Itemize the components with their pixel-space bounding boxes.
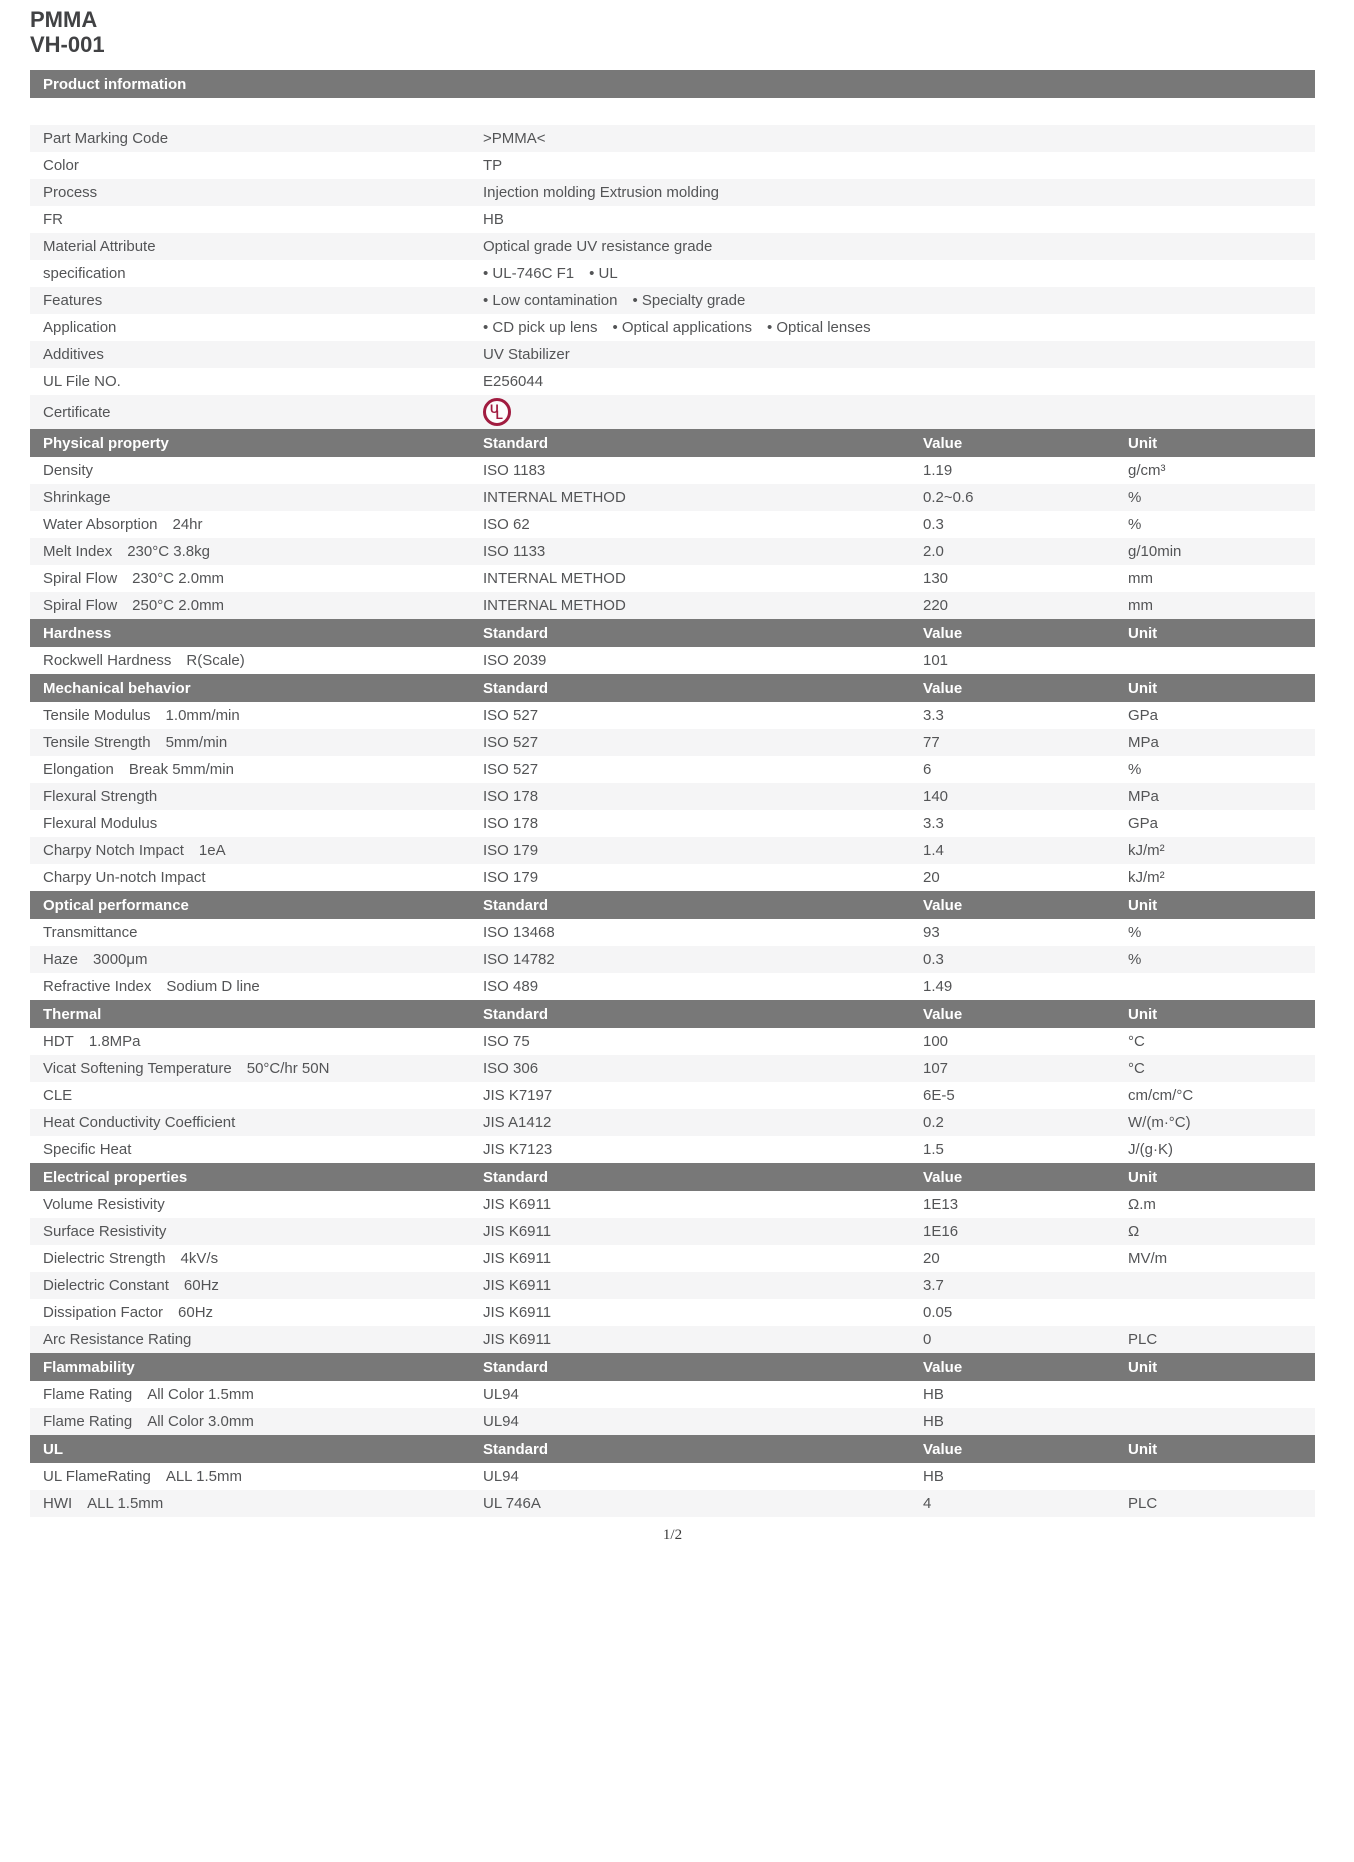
property-standard: ISO 527 [483,761,539,779]
property-row [30,1136,1315,1163]
property-value: 0.3 [923,516,944,534]
property-unit: mm [1128,570,1153,588]
material-name: PMMA [30,7,98,32]
info-label: Additives [43,346,104,364]
property-standard: ISO 306 [483,1060,539,1078]
property-value: 2.0 [923,543,944,561]
property-row [30,647,1315,674]
property-standard: JIS K6911 [483,1331,552,1349]
property-section [30,619,1315,674]
column-header-value: Value [923,1358,963,1376]
property-value: 93 [923,924,940,942]
column-header-value: Value [923,624,963,642]
property-row [30,1055,1315,1082]
property-name: Dielectric Constant 60Hz [43,1277,219,1295]
grade-code: VH-001 [30,31,105,57]
property-name: Refractive Index Sodium D line [43,978,260,996]
column-header-value: Value [923,1440,963,1458]
property-unit: Ω [1128,1223,1140,1241]
property-value: HB [923,1386,944,1404]
info-label: specification [43,265,126,283]
info-value [483,265,1315,282]
info-value-text: Optical grade UV resistance grade [483,238,713,256]
ul-mark-letter-u: U [490,402,499,417]
section-rows [30,647,1315,674]
property-unit: J/(g·K) [1128,1141,1173,1159]
property-standard: ISO 179 [483,842,539,860]
property-standard: INTERNAL METHOD [483,570,626,588]
property-unit: Ω.m [1128,1196,1156,1214]
property-row [30,538,1315,565]
info-label: Features [43,292,103,310]
property-standard: JIS K6911 [483,1277,552,1295]
column-header-unit: Unit [1128,1358,1158,1376]
property-row [30,457,1315,484]
info-value-text: TP [483,157,503,175]
property-standard: ISO 75 [483,1033,530,1051]
property-value: 0.05 [923,1304,953,1322]
section-rows [30,1463,1315,1517]
property-unit: °C [1128,1033,1145,1051]
property-unit: mm [1128,597,1153,615]
property-unit: % [1128,924,1142,942]
property-standard: JIS K6911 [483,1250,552,1268]
property-unit: W/(m·°C) [1128,1114,1191,1132]
property-section [30,429,1315,619]
section-header-bar [30,674,1315,702]
property-value: 1.4 [923,842,944,860]
product-info-rows [30,125,1315,429]
property-value: 1E13 [923,1196,959,1214]
column-header-unit: Unit [1128,679,1158,697]
property-value: 220 [923,597,949,615]
property-standard: ISO 527 [483,734,539,752]
property-row [30,1326,1315,1353]
column-header-unit: Unit [1128,1168,1158,1186]
info-value [483,398,1315,426]
info-label: Process [43,184,98,202]
property-unit: kJ/m² [1128,869,1165,887]
section-title: Hardness [43,624,112,642]
property-standard: ISO 527 [483,707,539,725]
column-header-value: Value [923,1168,963,1186]
product-information-header-bar [30,70,1315,98]
property-row [30,756,1315,783]
property-value: 0 [923,1331,932,1349]
property-row [30,1463,1315,1490]
property-section [30,1163,1315,1353]
info-value [483,373,1315,390]
property-value: 140 [923,788,949,806]
property-section [30,1435,1315,1517]
property-row [30,837,1315,864]
property-unit: % [1128,489,1142,507]
info-value-text: >PMMA< [483,130,546,148]
property-row [30,484,1315,511]
property-value: 130 [923,570,949,588]
property-row [30,1272,1315,1299]
info-row [30,368,1315,395]
ul-mark-letter-l: L [495,408,503,423]
property-unit: °C [1128,1060,1145,1078]
property-value: 6E-5 [923,1087,955,1105]
property-name: Arc Resistance Rating [43,1331,192,1349]
property-unit: g/10min [1128,543,1182,561]
property-row [30,1490,1315,1517]
property-name: Transmittance [43,924,138,942]
property-value: 3.7 [923,1277,944,1295]
column-header-unit: Unit [1128,1440,1158,1458]
property-standard: UL94 [483,1413,519,1431]
info-label: Material Attribute [43,238,156,256]
property-name: Water Absorption 24hr [43,516,203,534]
section-rows [30,919,1315,1000]
property-standard: ISO 62 [483,516,530,534]
property-value: 3.3 [923,707,944,725]
info-label: Certificate [43,403,111,421]
property-unit: % [1128,951,1142,969]
property-row [30,592,1315,619]
property-standard: ISO 1183 [483,462,546,480]
property-value: 77 [923,734,940,752]
info-label: Part Marking Code [43,130,169,148]
property-unit: g/cm³ [1128,462,1166,480]
column-header-standard: Standard [483,679,549,697]
column-header-value: Value [923,1005,963,1023]
property-unit: kJ/m² [1128,842,1165,860]
info-value [483,238,1315,255]
section-title: Mechanical behavior [43,679,191,697]
property-value: 0.2~0.6 [923,489,974,507]
property-standard: INTERNAL METHOD [483,489,626,507]
property-standard: JIS K6911 [483,1196,552,1214]
info-value-text: • UL-746C F1 • UL [483,265,618,283]
property-name: Specific Heat [43,1141,132,1159]
column-header-standard: Standard [483,1005,549,1023]
column-header-standard: Standard [483,1168,549,1186]
property-standard: JIS K7197 [483,1087,553,1105]
property-row [30,702,1315,729]
info-value [483,184,1315,201]
info-value [483,211,1315,228]
column-header-unit: Unit [1128,434,1158,452]
property-row [30,729,1315,756]
property-standard: UL94 [483,1386,519,1404]
page-content [30,8,1315,1544]
property-row [30,1028,1315,1055]
info-row [30,179,1315,206]
property-name: Elongation Break 5mm/min [43,761,234,779]
property-row [30,864,1315,891]
property-sections [30,429,1315,1517]
property-name: HWI ALL 1.5mm [43,1495,164,1513]
property-value: 0.2 [923,1114,944,1132]
property-value: 1.19 [923,462,953,480]
column-header-standard: Standard [483,624,549,642]
section-header-bar [30,1163,1315,1191]
property-value: 20 [923,869,940,887]
info-row [30,287,1315,314]
property-unit: GPa [1128,707,1159,725]
property-row [30,511,1315,538]
section-title: Electrical properties [43,1168,188,1186]
info-value-text: HB [483,211,504,229]
property-unit: PLC [1128,1495,1158,1513]
property-name: HDT 1.8MPa [43,1033,141,1051]
info-row [30,206,1315,233]
info-value [483,292,1315,309]
property-standard: ISO 14782 [483,951,555,969]
property-name: Charpy Notch Impact 1eA [43,842,226,860]
section-title: UL [43,1440,63,1458]
property-name: Surface Resistivity [43,1223,167,1241]
property-standard: ISO 489 [483,978,539,996]
property-value: 1E16 [923,1223,959,1241]
section-rows [30,457,1315,619]
property-unit: cm/cm/°C [1128,1087,1194,1105]
property-value: 101 [923,652,949,670]
property-unit: MV/m [1128,1250,1168,1268]
property-unit: % [1128,516,1142,534]
property-value: HB [923,1468,944,1486]
column-header-value: Value [923,434,963,452]
property-name: Rockwell Hardness R(Scale) [43,652,245,670]
property-name: Dissipation Factor 60Hz [43,1304,214,1322]
section-rows [30,702,1315,891]
property-section [30,1000,1315,1163]
property-name: Tensile Strength 5mm/min [43,734,228,752]
property-section [30,674,1315,891]
property-value: 6 [923,761,932,779]
property-value: 0.3 [923,951,944,969]
property-name: Haze 3000μm [43,951,148,969]
info-value [483,157,1315,174]
info-row [30,152,1315,179]
property-standard: ISO 1133 [483,543,546,561]
info-label: FR [43,211,63,229]
info-value [483,130,1315,147]
section-rows [30,1028,1315,1163]
property-unit: MPa [1128,788,1159,806]
property-section [30,1353,1315,1435]
column-header-unit: Unit [1128,624,1158,642]
property-section [30,891,1315,1000]
info-row [30,233,1315,260]
property-name: UL FlameRating ALL 1.5mm [43,1468,242,1486]
property-standard: JIS K6911 [483,1223,552,1241]
info-row [30,341,1315,368]
property-standard: ISO 178 [483,788,539,806]
property-name: Shrinkage [43,489,111,507]
info-label: Application [43,319,117,337]
property-row [30,973,1315,1000]
property-standard: JIS A1412 [483,1114,552,1132]
property-row [30,1191,1315,1218]
property-value: 3.3 [923,815,944,833]
property-name: Volume Resistivity [43,1196,165,1214]
property-standard: ISO 13468 [483,924,555,942]
column-header-standard: Standard [483,1440,549,1458]
section-header-bar [30,429,1315,457]
info-row [30,125,1315,152]
info-row [30,314,1315,341]
section-header-bar [30,1000,1315,1028]
info-value-text: UV Stabilizer [483,346,570,364]
column-header-standard: Standard [483,896,549,914]
property-name: Flame Rating All Color 3.0mm [43,1413,254,1431]
section-header-bar [30,619,1315,647]
property-standard: INTERNAL METHOD [483,597,626,615]
property-name: Flexural Modulus [43,815,158,833]
property-row [30,565,1315,592]
property-value: 1.5 [923,1141,944,1159]
property-standard: JIS K6911 [483,1304,552,1322]
section-header-bar [30,1353,1315,1381]
property-unit: GPa [1128,815,1159,833]
property-row [30,1299,1315,1326]
property-row [30,1218,1315,1245]
section-header-bar [30,1435,1315,1463]
ul-certification-icon [483,398,511,426]
property-row [30,946,1315,973]
property-row [30,810,1315,837]
info-label: UL File NO. [43,373,121,391]
product-information-title: Product information [43,75,187,93]
section-title: Flammability [43,1358,135,1376]
property-name: Flexural Strength [43,788,158,806]
property-name: Spiral Flow 250°C 2.0mm [43,597,225,615]
property-name: Heat Conductivity Coefficient [43,1114,236,1132]
info-value [483,346,1315,363]
property-name: Flame Rating All Color 1.5mm [43,1386,254,1404]
property-name: Dielectric Strength 4kV/s [43,1250,219,1268]
section-rows [30,1191,1315,1353]
section-title: Optical performance [43,896,189,914]
property-row [30,1082,1315,1109]
property-value: 20 [923,1250,940,1268]
section-rows [30,1381,1315,1435]
property-row [30,1245,1315,1272]
section-header-bar [30,891,1315,919]
property-value: 107 [923,1060,949,1078]
property-standard: UL94 [483,1468,519,1486]
property-unit: MPa [1128,734,1159,752]
info-value-text: • CD pick up lens • Optical applications • Optical lenses [483,319,871,337]
column-header-value: Value [923,679,963,697]
page-number: 1/2 [662,1527,683,1544]
info-row [30,260,1315,287]
section-title: Thermal [43,1005,102,1023]
info-label: Color [43,157,79,175]
property-row [30,919,1315,946]
property-row [30,1408,1315,1435]
property-name: Spiral Flow 230°C 2.0mm [43,570,225,588]
column-header-value: Value [923,896,963,914]
property-standard: ISO 2039 [483,652,547,670]
property-row [30,1381,1315,1408]
property-unit: % [1128,761,1142,779]
info-value-text: E256044 [483,373,544,391]
property-value: 4 [923,1495,932,1513]
property-standard: UL 746A [483,1495,541,1513]
property-name: Vicat Softening Temperature 50°C/hr 50N [43,1060,330,1078]
property-name: Tensile Modulus 1.0mm/min [43,707,240,725]
column-header-standard: Standard [483,434,549,452]
property-value: 100 [923,1033,949,1051]
property-standard: ISO 179 [483,869,539,887]
property-value: HB [923,1413,944,1431]
property-name: Charpy Un-notch Impact [43,869,206,887]
column-header-unit: Unit [1128,1005,1158,1023]
property-value: 1.49 [923,978,953,996]
info-value-text: Injection molding Extrusion molding [483,184,719,202]
info-value-text: • Low contamination • Specialty grade [483,292,746,310]
info-row [30,395,1315,429]
property-standard: ISO 178 [483,815,539,833]
column-header-unit: Unit [1128,896,1158,914]
property-row [30,783,1315,810]
property-unit: PLC [1128,1331,1158,1349]
section-title: Physical property [43,434,169,452]
property-name: Melt Index 230°C 3.8kg [43,543,210,561]
column-header-standard: Standard [483,1358,549,1376]
info-value [483,319,1315,336]
property-standard: JIS K7123 [483,1141,553,1159]
property-name: Density [43,462,94,480]
property-row [30,1109,1315,1136]
property-name: CLE [43,1087,73,1105]
